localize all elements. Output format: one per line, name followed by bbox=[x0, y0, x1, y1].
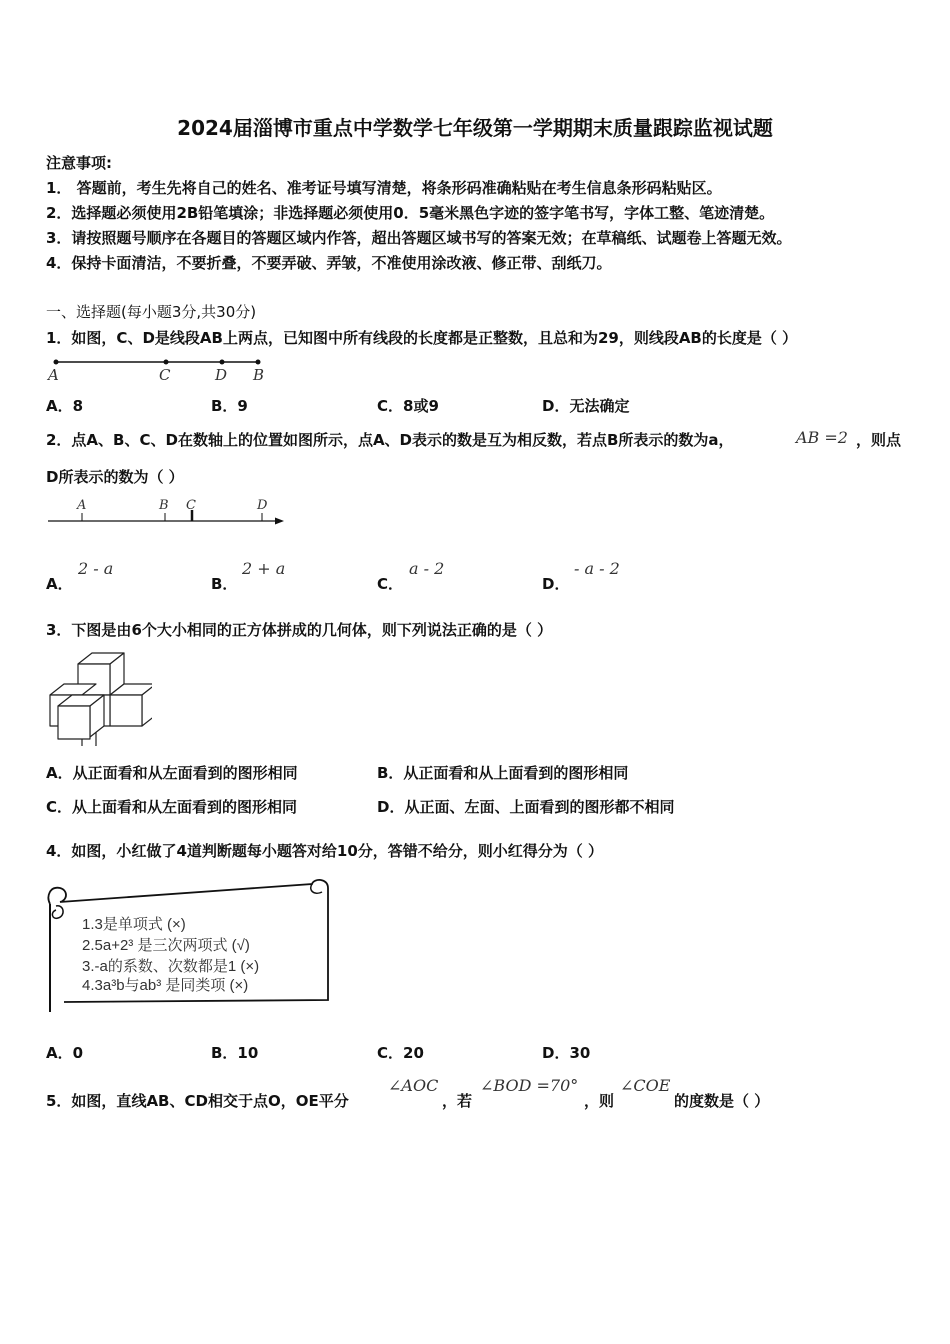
question-5-part3: ，则 bbox=[584, 1092, 615, 1110]
option-d-value: - a - 2 bbox=[574, 559, 620, 578]
section-heading: 一、选择题(每小题3分,共30分) bbox=[46, 303, 257, 321]
notice-item: 1． 答题前，考生先将自己的姓名、准考证号填写清楚，将条形码准确粘贴在考生信息条形码粘贴区。 bbox=[46, 179, 722, 197]
option-c: C．8或9 bbox=[377, 397, 439, 415]
axis-label-b: B bbox=[159, 498, 169, 513]
option-a: A．8 bbox=[46, 397, 84, 415]
q5-math-aoc: ∠AOC bbox=[388, 1076, 439, 1095]
note-line: 3.-a的系数、次数都是1 (×) bbox=[82, 958, 260, 975]
option-b: B．10 bbox=[211, 1044, 259, 1062]
question-3: 3．下图是由6个大小相同的正方体拼成的几何体，则下列说法正确的是（ ） bbox=[46, 621, 553, 639]
option-d: D．无法确定 bbox=[542, 397, 630, 415]
point-label-b: B bbox=[253, 366, 265, 384]
option-b: B．9 bbox=[211, 397, 248, 415]
q5-math-bod: ∠BOD =70° bbox=[480, 1076, 579, 1095]
option-c: C．20 bbox=[377, 1044, 424, 1062]
option-c: C．从上面看和从左面看到的图形相同 bbox=[46, 798, 298, 816]
option-a-value: 2 - a bbox=[78, 559, 114, 578]
option-a-letter: A． bbox=[46, 575, 73, 593]
question-2-line1: 2．点A、B、C、D在数轴上的位置如图所示，点A、D表示的数是互为相反数，若点B所表示的数为a， bbox=[46, 431, 734, 449]
q5-math-coe: ∠COE bbox=[620, 1076, 671, 1095]
note-line: 1.3是单项式 (×) bbox=[82, 916, 186, 933]
option-b-value: 2 + a bbox=[242, 559, 286, 578]
point-label-d: D bbox=[215, 366, 228, 384]
option-a: A．从正面看和从左面看到的图形相同 bbox=[46, 764, 298, 782]
question-5-part4: 的度数是（ ） bbox=[674, 1092, 770, 1110]
option-c-letter: C． bbox=[377, 575, 404, 593]
notice-item: 3．请按照题号顺序在各题目的答题区域内作答，超出答题区域书写的答案无效；在草稿纸、试题卷上答题无效。 bbox=[46, 229, 792, 247]
notice-item: 2．选择题必须使用2B铅笔填涂；非选择题必须使用0．5毫米黑色字迹的签字笔书写，字体工整、笔迹清楚。 bbox=[46, 204, 775, 222]
page-title: 2024届淄博市重点中学数学七年级第一学期期末质量跟踪监视试题 bbox=[177, 116, 773, 140]
option-c-value: a - 2 bbox=[409, 559, 445, 578]
note-line: 2.5a+2³ 是三次两项式 (√) bbox=[82, 937, 250, 954]
question-2-line2: D所表示的数为（ ） bbox=[46, 468, 184, 486]
question-5-part2: ，若 bbox=[442, 1092, 473, 1110]
cube-figure bbox=[44, 648, 152, 746]
axis-label-a: A bbox=[77, 498, 87, 513]
point-label-a: A bbox=[48, 366, 59, 384]
note-line: 4.3a³b与ab³ 是同类项 (×) bbox=[82, 977, 249, 994]
question-1: 1．如图，C、D是线段AB上两点，已知图中所有线段的长度都是正整数，且总和为29，则线段AB的长度是（ ） bbox=[46, 329, 798, 347]
option-a: A．0 bbox=[46, 1044, 84, 1062]
point-label-c: C bbox=[159, 366, 171, 384]
option-d-letter: D． bbox=[542, 575, 570, 593]
notice-item: 4．保持卡面清洁，不要折叠，不要弄破、弄皱，不准使用涂改液、修正带、刮纸刀。 bbox=[46, 254, 612, 272]
option-d: D．从正面、左面、上面看到的图形都不相同 bbox=[377, 798, 675, 816]
axis-label-d: D bbox=[257, 498, 268, 513]
notice-heading: 注意事项: bbox=[46, 154, 112, 172]
option-d: D．30 bbox=[542, 1044, 591, 1062]
q2-math: AB =2 bbox=[796, 428, 848, 447]
question-5-part1: 5．如图，直线AB、CD相交于点O，OE平分 bbox=[46, 1092, 349, 1110]
option-b: B．从正面看和从上面看到的图形相同 bbox=[377, 764, 629, 782]
option-b-letter: B． bbox=[211, 575, 238, 593]
question-4: 4．如图，小红做了4道判断题每小题答对给10分，答错不给分，则小红得分为（ ） bbox=[46, 842, 603, 860]
axis-label-c: C bbox=[186, 498, 196, 513]
question-2-line1-end: ，则点 bbox=[856, 431, 902, 449]
